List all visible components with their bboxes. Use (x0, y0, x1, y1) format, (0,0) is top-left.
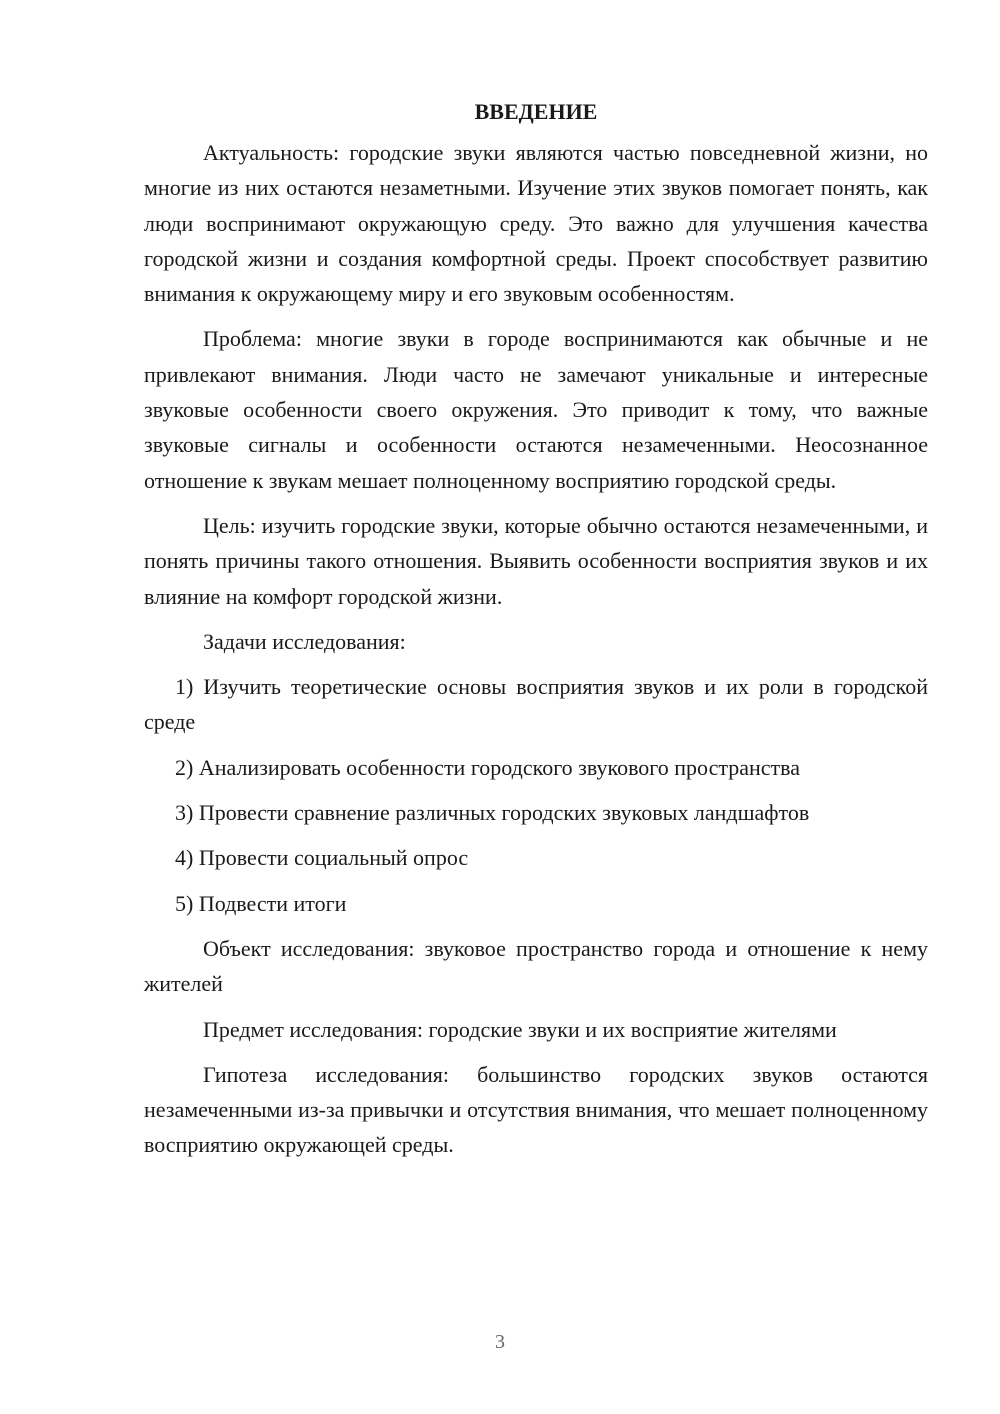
page-number: 3 (495, 1331, 505, 1353)
section-title: ВВЕДЕНИЕ (474, 99, 598, 124)
task-item-4: 4) Провести социальный опрос (175, 845, 469, 871)
tasks-heading: Задачи исследования: (203, 628, 406, 654)
goal-paragraph: Цель: изучить городские звуки, которые обычно остаются незамеченными, и понять причины такого отношения. Выявить особенности восприятия звуков и их влияние на комфорт городской жизни. (144, 512, 928, 609)
relevance-paragraph: Актуальность: городские звуки являются частью повседневной жизни, но многие из них остаются незаметными. Изучение этих звуков помогает понять, как люди воспринимают окружающую среду. Это важно для улучшения качества городской жизни и создания комфортной среды. Проект способствует развитию внимания к окружающему миру и его звуковым особенностям. (144, 140, 928, 307)
task-item-2: 2) Анализировать особенности городского звукового пространства (175, 754, 801, 780)
task-item-3: 3) Провести сравнение различных городских звуковых ландшафтов (175, 800, 810, 826)
object-paragraph: Объект исследования: звуковое пространство города и отношение к нему жителей (144, 935, 928, 997)
hypothesis-paragraph: Гипотеза исследования: большинство городских звуков остаются незамеченными из-за привычки и отсутствия внимания, что мешает полноценному восприятию окружающей среды. (144, 1061, 928, 1158)
task-item-1: 1) Изучить теоретические основы восприятия звуков и их роли в городской среде (144, 674, 928, 735)
subject-paragraph: Предмет исследования: городские звуки и их восприятие жителями (203, 1016, 837, 1042)
problem-paragraph: Проблема: многие звуки в городе воспринимаются как обычные и не привлекают внимания. Люди часто не замечают уникальные и интересные звуковые особенности своего окружения. Это приводит к тому, что важные звуковые сигналы и особенности остаются незамеченными. Неосознанное отношение к звукам мешает полноценному восприятию городской среды. (144, 326, 928, 493)
task-item-5: 5) Подвести итоги (175, 890, 347, 916)
page-content (144, 94, 928, 1173)
